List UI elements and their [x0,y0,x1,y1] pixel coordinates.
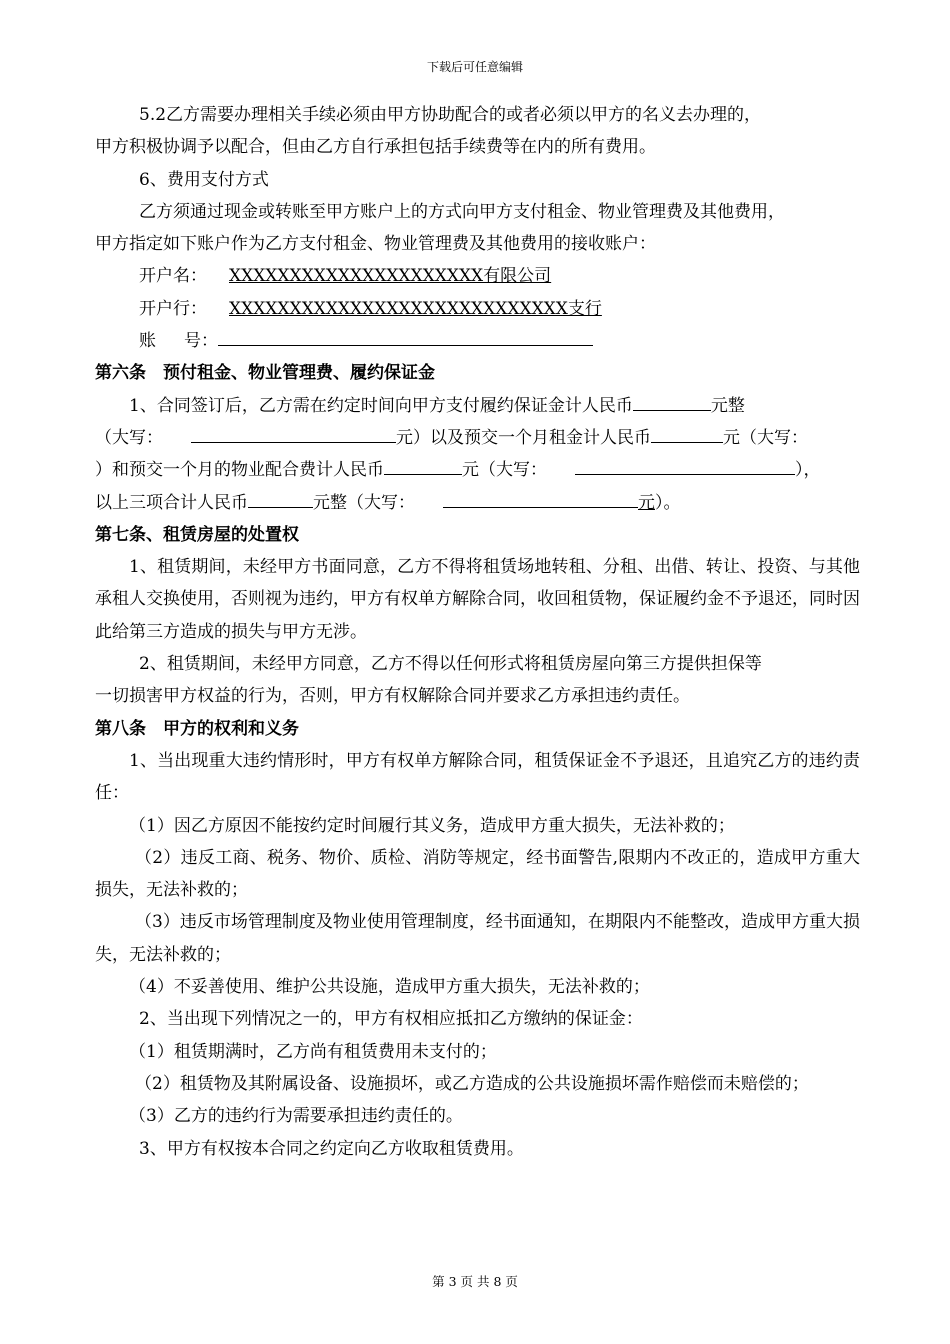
account-bank-value: XXXXXXXXXXXXXXXXXXXXXXXXXXXX支行 [229,298,602,319]
rent-amount-blank [651,424,723,443]
paragraph-5-2-line2: 甲方积极协调予以配合，但由乙方自行承担包括手续费等在内的所有费用。 [95,137,656,158]
account-number-label-1: 账 [139,331,156,352]
article-7-paragraph-1: 1、租赁期间，未经甲方书面同意，乙方不得将租赁场地转租、分租、出借、转让、投资、与其他承租人交换使用，否则视为违约，甲方有权单方解除合同，收回租赁物，保证履约金不予退还，同时因此给第三方造成的损失与甲方无涉。 [95,557,860,642]
total-capital-blank [443,489,638,508]
account-name-line [95,260,860,292]
article-8-paragraph-2: 2、当出现下列情况之一的，甲方有权相应抵扣乙方缴纳的保证金： [139,1009,643,1030]
account-number-line [95,325,860,357]
account-bank-line [95,293,860,325]
article-8-deduct-1: （1）租赁期满时，乙方尚有租赁费用未支付的； [129,1041,497,1062]
article-8-paragraph-1: 1、当出现重大违约情形时，甲方有权单方解除合同，租赁保证金不予退还，且追究乙方的违约责任： [95,750,860,804]
article-6-line2: （大写： 元）以及预交一个月租金计人民币 元（大写： [95,422,860,454]
payment-paragraph-line2: 甲方指定如下账户作为乙方支付租金、物业管理费及其他费用的接收账户： [95,234,656,255]
article-6-line3: ）和预交一个月的物业配合费计人民币 元（大写： ）， [95,454,860,486]
article-8-deduct-2: （2）租赁物及其附属设备、设施损坏，或乙方造成的公共设施损坏需作赔偿而未赔偿的； [135,1073,809,1094]
property-fee-blank [384,456,462,475]
article-6-line4: 以上三项合计人民币 元整（大写： 元）。 [95,487,860,519]
article-7-paragraph-2-line2: 一切损害甲方权益的行为，否则，甲方有权解除合同并要求乙方承担违约责任。 [95,686,690,707]
article-8-paragraph-3: 3、甲方有权按本合同之约定向乙方收取租赁费用。 [139,1138,524,1159]
account-name-value: XXXXXXXXXXXXXXXXXXXXX有限公司 [229,266,552,287]
account-number-label-2: 号： [184,331,218,352]
property-fee-capital-blank [575,456,795,475]
deposit-capital-blank [191,424,396,443]
article-7-title: 第七条、租赁房屋的处置权 [95,524,299,545]
paragraph-5-2-line1: 5.2乙方需要办理相关手续必须由甲方协助配合的或者必须以甲方的名义去办理的， [139,105,762,125]
article-8-item-3: （3）违反市场管理制度及物业使用管理制度，经书面通知，在期限内不能整改，造成甲方重大损失，无法补救的； [95,912,860,965]
article-7-paragraph-2-line1: 2、租赁期间，未经甲方同意，乙方不得以任何形式将租赁房屋向第三方提供担保等 [139,654,762,675]
page-footer: 第 3 页 共 8 页 [432,1274,518,1289]
article-8-item-4: （4）不妥善使用、维护公共设施，造成甲方重大损失，无法补救的； [129,977,650,998]
article-8-title: 第八条 甲方的权利和义务 [95,718,299,739]
article-6-line1: 1、合同签订后，乙方需在约定时间向甲方支付履约保证金计人民币 元整 [95,390,860,422]
deposit-amount-blank [633,392,711,411]
total-amount-blank [248,489,313,508]
account-name-label: 开户名： [139,266,207,287]
account-bank-label: 开户行： [139,298,207,319]
article-8-item-2: （2）违反工商、税务、物价、质检、消防等规定，经书面警告,限期内不改正的，造成甲方重大损失，无法补救的； [95,847,860,901]
page-header: 下载后可任意编辑 [426,60,523,74]
article-8-item-1: （1）因乙方原因不能按约定时间履行其义务，造成甲方重大损失，无法补救的； [129,815,735,836]
account-number-blank [218,327,593,346]
article-6-title: 第六条 预付租金、物业管理费、履约保证金 [95,363,435,384]
article-8-deduct-3: （3）乙方的违约行为需要承担违约责任的。 [129,1106,463,1127]
payment-paragraph-line1: 乙方须通过现金或转账至甲方账户上的方式向甲方支付租金、物业管理费及其他费用， [139,201,785,222]
section-6-heading: 6、费用支付方式 [139,169,269,190]
document-body [95,99,860,1165]
